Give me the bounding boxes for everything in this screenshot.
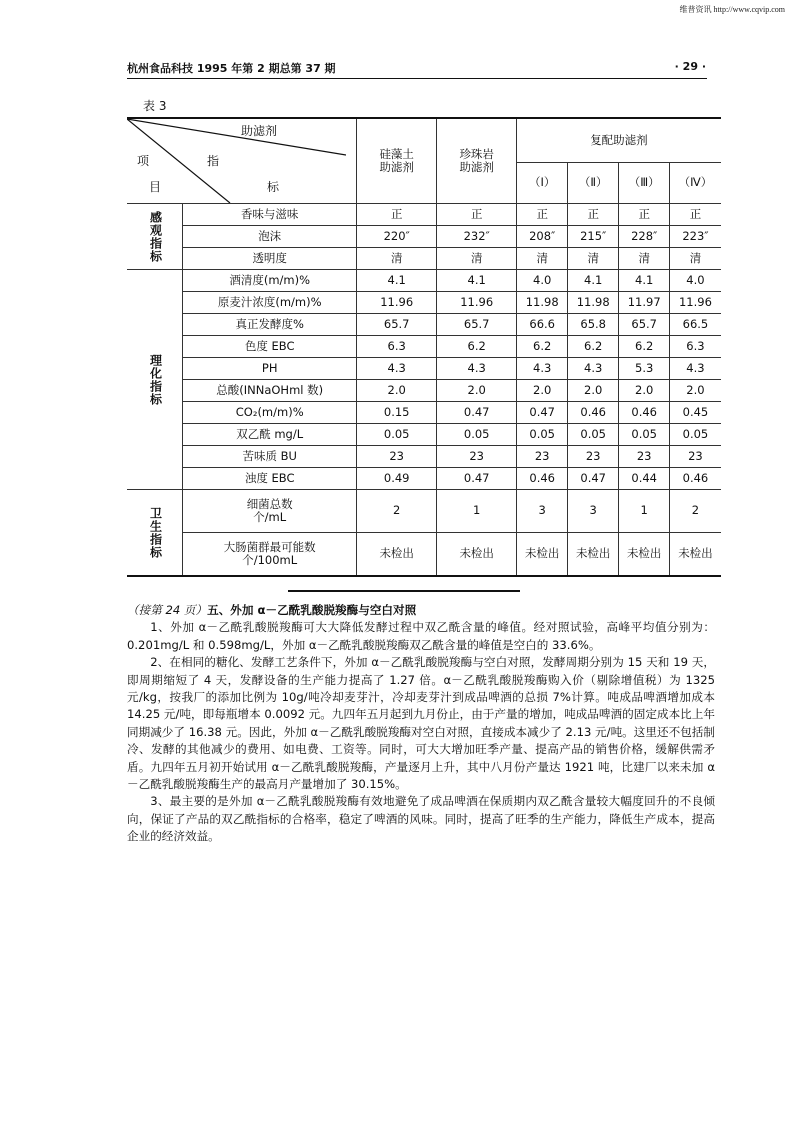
value-cell: 4.3: [568, 358, 619, 380]
paragraph-3: 3、最主要的是外加 α－乙酰乳酸脱羧酶有效地避免了成品啤酒在保质期内双乙酰含量较大幅度回升的不良倾向，保证了产品的双乙酰指标的合格率，稳定了啤酒的风味。同时，提高了旺季的生产能力，降低生产成本，提高企业的经济效益。: [127, 794, 715, 844]
value-cell: 正: [437, 204, 517, 226]
value-cell: 4.1: [568, 270, 619, 292]
page-number: · 29 ·: [674, 60, 706, 73]
value-cell: 0.47: [517, 402, 568, 424]
value-cell: 11.96: [357, 292, 437, 314]
value-cell: 65.7: [357, 314, 437, 336]
value-cell: 0.05: [437, 424, 517, 446]
table-row: [127, 402, 721, 424]
value-cell: 正: [517, 204, 568, 226]
value-cell: 2.0: [619, 380, 670, 402]
value-cell: 0.05: [670, 424, 721, 446]
value-cell: 223″: [670, 226, 721, 248]
value-cell: 3: [568, 490, 619, 533]
value-cell: 23: [619, 446, 670, 468]
value-cell: 23: [517, 446, 568, 468]
value-cell: 2: [670, 490, 721, 533]
indicator-label: 泡沫: [183, 226, 357, 248]
value-cell: 未检出: [619, 533, 670, 577]
corner-label-mu: 目: [149, 180, 162, 194]
value-cell: 1: [437, 490, 517, 533]
value-cell: 0.44: [619, 468, 670, 490]
value-cell: 未检出: [517, 533, 568, 577]
table-row: [127, 270, 721, 292]
value-cell: 正: [357, 204, 437, 226]
value-cell: 23: [357, 446, 437, 468]
value-cell: 4.0: [670, 270, 721, 292]
category-label: 感观指标: [127, 204, 183, 270]
value-cell: 6.3: [357, 336, 437, 358]
value-cell: 215″: [568, 226, 619, 248]
value-cell: 未检出: [568, 533, 619, 577]
value-cell: 4.3: [670, 358, 721, 380]
value-cell: 2.0: [437, 380, 517, 402]
corner-label-biao: 标: [267, 180, 280, 194]
value-cell: 4.3: [517, 358, 568, 380]
section-heading: [127, 602, 715, 619]
paragraph-1: 1、外加 α－乙酰乳酸脱羧酶可大大降低发酵过程中双乙酰含量的峰值。经对照试验，高峰平均值分别为：0.201mg/L 和 0.598mg/L，外加 α－乙酰乳酸脱羧酶双乙酰含量的峰值是空白的 33.6%。: [127, 620, 715, 652]
table-row: [127, 380, 721, 402]
indicator-label: 苦味质 BU: [183, 446, 357, 468]
journal-title: 杭州食品科技 1995 年第 2 期总第 37 期: [127, 62, 336, 75]
indicator-label: 总酸(INNaOHml 数): [183, 380, 357, 402]
value-cell: 65.7: [437, 314, 517, 336]
running-head: [127, 60, 714, 76]
table-row: [127, 424, 721, 446]
table-row: [127, 204, 721, 226]
table-row: [127, 533, 721, 577]
value-cell: 11.98: [517, 292, 568, 314]
value-cell: 清: [619, 248, 670, 270]
value-cell: 66.5: [670, 314, 721, 336]
value-cell: 6.2: [619, 336, 670, 358]
value-cell: 0.05: [517, 424, 568, 446]
value-cell: 正: [619, 204, 670, 226]
section-divider: [288, 590, 520, 592]
value-cell: 清: [437, 248, 517, 270]
indicator-label: 透明度: [183, 248, 357, 270]
paragraph-2: 2、在相同的糖化、发酵工艺条件下，外加 α－乙酰乳酸脱羧酶与空白对照，发酵周期分别为 15 天和 19 天，即周期缩短了 4 天，发酵设备的生产能力提高了 1.27 倍。α－乙酰乳酸脱羧酶购入价（剔除增值税）为 1325 元/kg，按我厂的添加比例为 10g/吨冷却麦芽汁，冷却麦芽汁到成品啤酒的总损 7%计算。吨成品啤酒增加成本 14.25 元/吨，即每瓶增本 0.0092 元。九四年五月起到九月份止，由于产量的增加，吨成品啤酒的固定成本比上年同期减少了 16.38 元。因此，外加 α－乙酰乳酸脱羧酶对空白对照，直接成本减少了 2.13 元/吨。这里还不包括制冷、发酵的其他减少的费用、如电费、工资等。同时，可大大增加旺季产量、提高产品的销售价格，缓解供需矛盾。九四年五月初开始试用 α－乙酰乳酸脱羧酶，产量逐月上升，其中八月份产量达 1921 吨，比建厂以来未加 α－乙酰乳酸脱羧酶生产的最高月产量增加了 30.15%。: [127, 655, 715, 792]
column-header-compound-1: （Ⅰ）: [517, 162, 568, 204]
value-cell: 0.46: [568, 402, 619, 424]
indicator-label: 色度 EBC: [183, 336, 357, 358]
value-cell: 11.96: [670, 292, 721, 314]
continued-from-ref: （接第 24 页）: [127, 603, 208, 617]
value-cell: 6.2: [437, 336, 517, 358]
value-cell: 4.1: [619, 270, 670, 292]
category-label: 卫生指标: [127, 490, 183, 577]
value-cell: 0.47: [437, 402, 517, 424]
column-header-compound-4: （Ⅳ）: [670, 162, 721, 204]
value-cell: 0.47: [437, 468, 517, 490]
value-cell: 0.05: [619, 424, 670, 446]
value-cell: 0.46: [619, 402, 670, 424]
corner-label-zhi: 指: [207, 154, 220, 168]
value-cell: 0.05: [357, 424, 437, 446]
column-header-perlite: 珍珠岩 助滤剂: [437, 118, 517, 204]
value-cell: 2.0: [517, 380, 568, 402]
column-header-compound-3: （Ⅲ）: [619, 162, 670, 204]
value-cell: 0.45: [670, 402, 721, 424]
indicator-label: 细菌总数 个/mL: [183, 490, 357, 533]
value-cell: 1: [619, 490, 670, 533]
indicator-label: 真正发酵度%: [183, 314, 357, 336]
header-rule: [127, 78, 707, 79]
value-cell: 0.05: [568, 424, 619, 446]
value-cell: 2.0: [568, 380, 619, 402]
table-label: 表 3: [143, 99, 167, 113]
column-header-diatomite: 硅藻土 助滤剂: [357, 118, 437, 204]
value-cell: 清: [670, 248, 721, 270]
value-cell: 正: [568, 204, 619, 226]
value-cell: 0.49: [357, 468, 437, 490]
value-cell: 清: [568, 248, 619, 270]
value-cell: 正: [670, 204, 721, 226]
corner-label-xiang: 项: [137, 154, 150, 168]
value-cell: 65.8: [568, 314, 619, 336]
value-cell: 6.2: [517, 336, 568, 358]
value-cell: 4.0: [517, 270, 568, 292]
value-cell: 23: [437, 446, 517, 468]
value-cell: 4.3: [357, 358, 437, 380]
value-cell: 0.47: [568, 468, 619, 490]
table-row: [127, 446, 721, 468]
table-row: [127, 226, 721, 248]
value-cell: 11.96: [437, 292, 517, 314]
article-body: [127, 602, 715, 846]
value-cell: 228″: [619, 226, 670, 248]
value-cell: 6.2: [568, 336, 619, 358]
table-row: [127, 468, 721, 490]
value-cell: 未检出: [437, 533, 517, 577]
table-row: [127, 490, 721, 533]
value-cell: 23: [568, 446, 619, 468]
indicator-label: 浊度 EBC: [183, 468, 357, 490]
value-cell: 未检出: [357, 533, 437, 577]
corner-label-filter-aid: 助滤剂: [241, 124, 278, 138]
value-cell: 11.98: [568, 292, 619, 314]
value-cell: 清: [517, 248, 568, 270]
value-cell: 清: [357, 248, 437, 270]
value-cell: 66.6: [517, 314, 568, 336]
table-row: [127, 336, 721, 358]
table-row: [127, 358, 721, 380]
value-cell: 5.3: [619, 358, 670, 380]
value-cell: 0.46: [670, 468, 721, 490]
table-row: [127, 292, 721, 314]
indicator-label: 大肠菌群最可能数 个/100mL: [183, 533, 357, 577]
value-cell: 4.1: [357, 270, 437, 292]
indicator-label: 香味与滋味: [183, 204, 357, 226]
watermark: 维普资讯 http://www.cqvip.com: [679, 5, 785, 14]
column-header-compound: 复配助滤剂: [517, 118, 721, 162]
indicator-label: 酒清度(m/m)%: [183, 270, 357, 292]
value-cell: 11.97: [619, 292, 670, 314]
value-cell: 0.15: [357, 402, 437, 424]
value-cell: 2: [357, 490, 437, 533]
indicator-label: 原麦汁浓度(m/m)%: [183, 292, 357, 314]
value-cell: 232″: [437, 226, 517, 248]
data-table: [127, 117, 721, 577]
value-cell: 23: [670, 446, 721, 468]
section-title: 五、外加 α－乙酰乳酸脱羧酶与空白对照: [207, 603, 417, 617]
table-row: [127, 248, 721, 270]
value-cell: 208″: [517, 226, 568, 248]
value-cell: 3: [517, 490, 568, 533]
column-header-compound-2: （Ⅱ）: [568, 162, 619, 204]
value-cell: 65.7: [619, 314, 670, 336]
value-cell: 2.0: [670, 380, 721, 402]
value-cell: 220″: [357, 226, 437, 248]
indicator-label: CO₂(m/m)%: [183, 402, 357, 424]
value-cell: 4.1: [437, 270, 517, 292]
value-cell: 0.46: [517, 468, 568, 490]
value-cell: 2.0: [357, 380, 437, 402]
indicator-label: PH: [183, 358, 357, 380]
value-cell: 未检出: [670, 533, 721, 577]
value-cell: 6.3: [670, 336, 721, 358]
value-cell: 4.3: [437, 358, 517, 380]
category-label: 理化指标: [127, 270, 183, 490]
diagonal-header-cell: [127, 118, 357, 204]
table-row: [127, 314, 721, 336]
indicator-label: 双乙酰 mg/L: [183, 424, 357, 446]
